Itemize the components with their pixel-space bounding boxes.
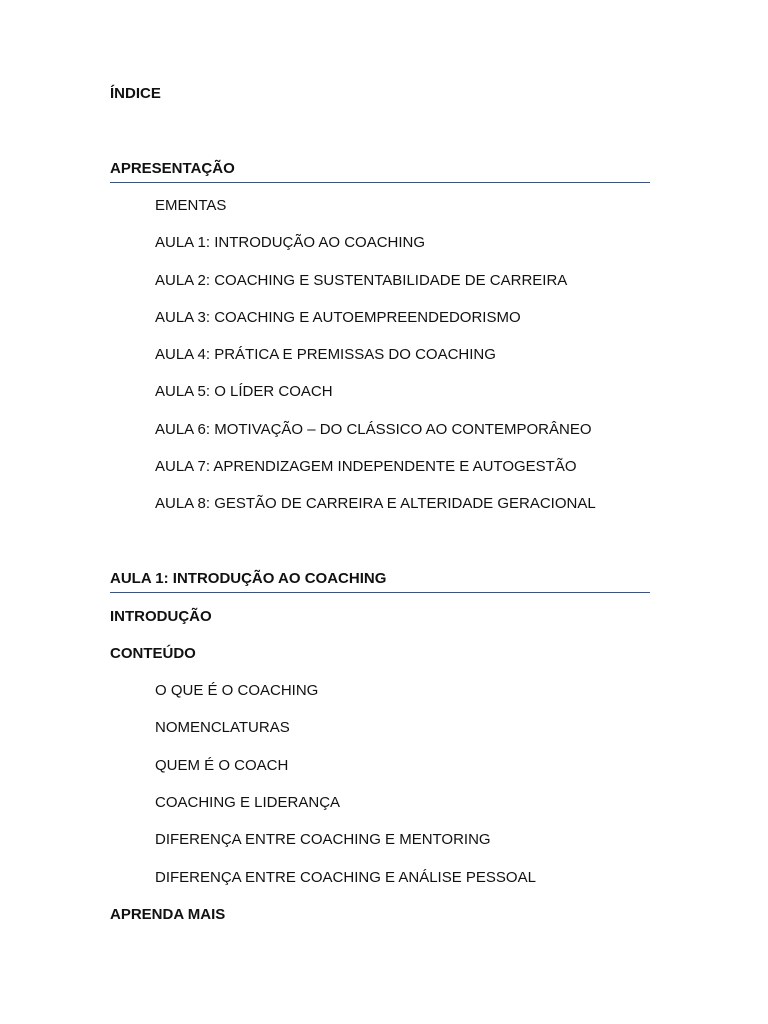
toc-item-coaching-lideranca[interactable]: COACHING E LIDERANÇA xyxy=(155,794,341,811)
toc-item-aprenda-mais[interactable]: APRENDA MAIS xyxy=(110,906,226,923)
toc-item-conteudo[interactable]: CONTEÚDO xyxy=(110,645,196,662)
toc-item-introducao[interactable]: INTRODUÇÃO xyxy=(110,608,212,625)
toc-item-aula-6[interactable]: AULA 6: MOTIVAÇÃO – DO CLÁSSICO AO CONTEMPORÂNEO xyxy=(155,421,592,438)
section-divider xyxy=(110,592,650,593)
presentation-title: APRESENTAÇÃO xyxy=(110,160,235,177)
toc-item-coaching-analise[interactable]: DIFERENÇA ENTRE COACHING E ANÁLISE PESSOAL xyxy=(155,869,536,886)
toc-item-aula-7[interactable]: AULA 7: APRENDIZAGEM INDEPENDENTE E AUTOGESTÃO xyxy=(155,458,577,475)
toc-item-aula-4[interactable]: AULA 4: PRÁTICA E PREMISSAS DO COACHING xyxy=(155,346,496,363)
toc-item-aula-5[interactable]: AULA 5: O LÍDER COACH xyxy=(155,383,333,400)
section-divider xyxy=(110,182,650,183)
toc-item-aula-1[interactable]: AULA 1: INTRODUÇÃO AO COACHING xyxy=(155,234,426,251)
toc-item-quem-e-coach[interactable]: QUEM É O COACH xyxy=(155,757,289,774)
toc-item-coaching-mentoring[interactable]: DIFERENÇA ENTRE COACHING E MENTORING xyxy=(155,831,491,848)
toc-item-aula-8[interactable]: AULA 8: GESTÃO DE CARREIRA E ALTERIDADE GERACIONAL xyxy=(155,495,596,512)
toc-item-ementas[interactable]: EMENTAS xyxy=(155,197,227,214)
toc-item-aula-2[interactable]: AULA 2: COACHING E SUSTENTABILIDADE DE CARREIRA xyxy=(155,272,568,289)
index-title: ÍNDICE xyxy=(110,85,161,102)
toc-item-o-que-e-coaching[interactable]: O QUE É O COACHING xyxy=(155,682,319,699)
toc-item-aula-3[interactable]: AULA 3: COACHING E AUTOEMPREENDEDORISMO xyxy=(155,309,521,326)
lesson-1-title: AULA 1: INTRODUÇÃO AO COACHING xyxy=(110,570,387,587)
toc-item-nomenclaturas[interactable]: NOMENCLATURAS xyxy=(155,719,290,736)
